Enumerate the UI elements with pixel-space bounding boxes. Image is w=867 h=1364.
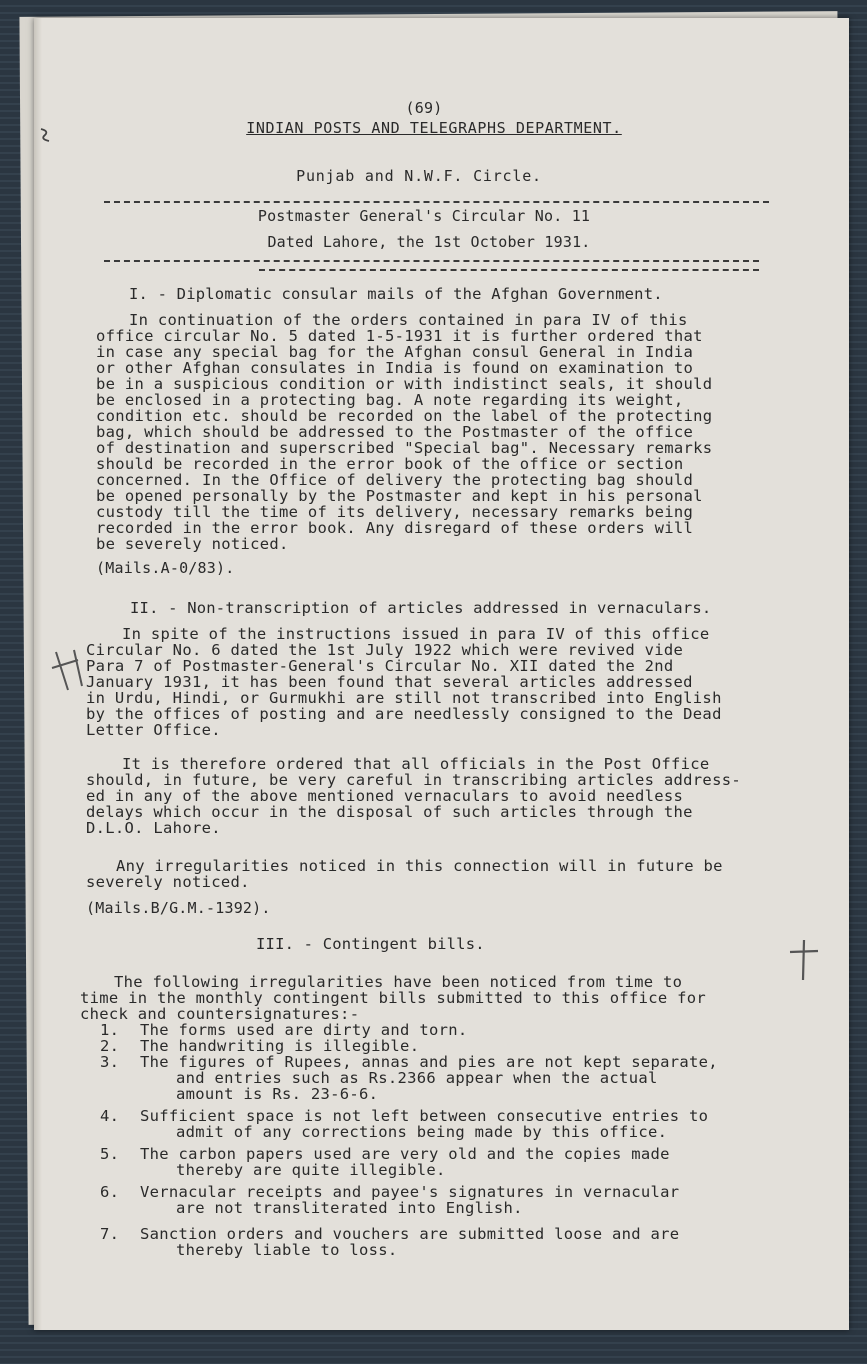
section-1-line: be severely noticed. xyxy=(96,535,289,553)
section-1-line: be opened personally by the Postmaster and kept in his personal xyxy=(96,487,703,505)
list-item: amount is Rs. 23-6-6. xyxy=(176,1085,379,1103)
section-1-line: condition etc. should be recorded on the label of the protecting xyxy=(96,407,713,425)
section-1-line: should be recorded in the error book of the office or section xyxy=(96,455,684,473)
section-2-line: in Urdu, Hindi, or Gurmukhi are still not transcribed into English xyxy=(86,689,722,707)
list-item-number: 3. xyxy=(100,1053,120,1071)
section-2-reference: (Mails.B/G.M.-1392). xyxy=(86,899,271,917)
section-1-line: office circular No. 5 dated 1-5-1931 it is further ordered that xyxy=(96,327,703,345)
divider-top xyxy=(104,201,769,203)
circular-date: Dated Lahore, the 1st October 1931. xyxy=(267,233,591,251)
section-2-line: Letter Office. xyxy=(86,721,221,739)
section-1-line: be in a suspicious condition or with indistinct seals, it should xyxy=(96,375,713,393)
list-item: thereby liable to loss. xyxy=(176,1241,398,1259)
list-item-number: 6. xyxy=(100,1183,120,1201)
section-1-line: In continuation of the orders contained in para IV of this xyxy=(129,311,688,329)
section-2-line: delays which occur in the disposal of such articles through the xyxy=(86,803,693,821)
list-item-number: 1. xyxy=(100,1021,120,1039)
list-item-number: 2. xyxy=(100,1037,120,1055)
section-3-heading: III. - Contingent bills. xyxy=(256,935,485,953)
list-item: admit of any corrections being made by this office. xyxy=(176,1123,668,1141)
list-item-number: 4. xyxy=(100,1107,120,1125)
list-item: Sufficient space is not left between consecutive entries to xyxy=(140,1107,709,1125)
list-item: thereby are quite illegible. xyxy=(176,1161,446,1179)
edge-mark-icon xyxy=(38,126,52,144)
cross-mark-icon xyxy=(786,938,822,982)
list-item-number: 5. xyxy=(100,1145,120,1163)
section-2-line: Para 7 of Postmaster-General's Circular No. XII dated the 2nd xyxy=(86,657,674,675)
list-item: The carbon papers used are very old and the copies made xyxy=(140,1145,670,1163)
margin-annotation-icon xyxy=(48,646,88,696)
section-1-line: custody till the time of its delivery, necessary remarks being xyxy=(96,503,694,521)
divider-bottom-1 xyxy=(104,260,759,262)
section-2-line: severely noticed. xyxy=(86,873,250,891)
section-1-heading: I. - Diplomatic consular mails of the Afghan Government. xyxy=(129,285,663,303)
section-2-line: ed in any of the above mentioned vernaculars to avoid needless xyxy=(86,787,684,805)
section-1-line: of destination and superscribed "Special bag". Necessary remarks xyxy=(96,439,713,457)
section-1-line: bag, which should be addressed to the Postmaster of the office xyxy=(96,423,694,441)
list-item: Sanction orders and vouchers are submitted loose and are xyxy=(140,1225,680,1243)
list-item: are not transliterated into English. xyxy=(176,1199,523,1217)
list-item: The forms used are dirty and torn. xyxy=(140,1021,468,1039)
circle-name: Punjab and N.W.F. Circle. xyxy=(296,167,542,185)
department-title: INDIAN POSTS AND TELEGRAPHS DEPARTMENT. xyxy=(246,119,622,137)
section-1-line: be enclosed in a protecting bag. A note regarding its weight, xyxy=(96,391,684,409)
divider-bottom-2 xyxy=(259,269,759,271)
section-2-line: by the offices of posting and are needlessly consigned to the Dead xyxy=(86,705,722,723)
list-item: The handwriting is illegible. xyxy=(140,1037,420,1055)
section-3-line: time in the monthly contingent bills submitted to this office for xyxy=(80,989,707,1007)
section-1-line: in case any special bag for the Afghan consul General in India xyxy=(96,343,694,361)
section-2-line: Any irregularities noticed in this connection will in future be xyxy=(116,857,723,875)
page-number: (69) xyxy=(405,99,443,117)
section-3-line: check and countersignatures:- xyxy=(80,1005,360,1023)
circular-number: Postmaster General's Circular No. 11 xyxy=(257,207,591,225)
list-item: Vernacular receipts and payee's signatures in vernacular xyxy=(140,1183,680,1201)
section-2-line: January 1931, it has been found that several articles addressed xyxy=(86,673,693,691)
section-2-line: In spite of the instructions issued in para IV of this office xyxy=(122,625,710,643)
list-item-number: 7. xyxy=(100,1225,120,1243)
section-3-line: The following irregularities have been noticed from time to xyxy=(114,973,683,991)
list-item: and entries such as Rs.2366 appear when the actual xyxy=(176,1069,658,1087)
section-1-line: recorded in the error book. Any disregard of these orders will xyxy=(96,519,694,537)
section-1-line: or other Afghan consulates in India is found on examination to xyxy=(96,359,694,377)
section-2-line: should, in future, be very careful in transcribing articles address- xyxy=(86,771,741,789)
section-2-heading: II. - Non-transcription of articles addressed in vernaculars. xyxy=(130,599,712,617)
section-2-line: Circular No. 6 dated the 1st July 1922 which were revived vide xyxy=(86,641,684,659)
section-2-line: It is therefore ordered that all officials in the Post Office xyxy=(122,755,710,773)
document-page xyxy=(34,18,849,1330)
section-1-line: concerned. In the Office of delivery the protecting bag should xyxy=(96,471,694,489)
list-item: The figures of Rupees, annas and pies are not kept separate, xyxy=(140,1053,718,1071)
section-1-reference: (Mails.A-0/83). xyxy=(96,559,235,577)
section-2-line: D.L.O. Lahore. xyxy=(86,819,221,837)
